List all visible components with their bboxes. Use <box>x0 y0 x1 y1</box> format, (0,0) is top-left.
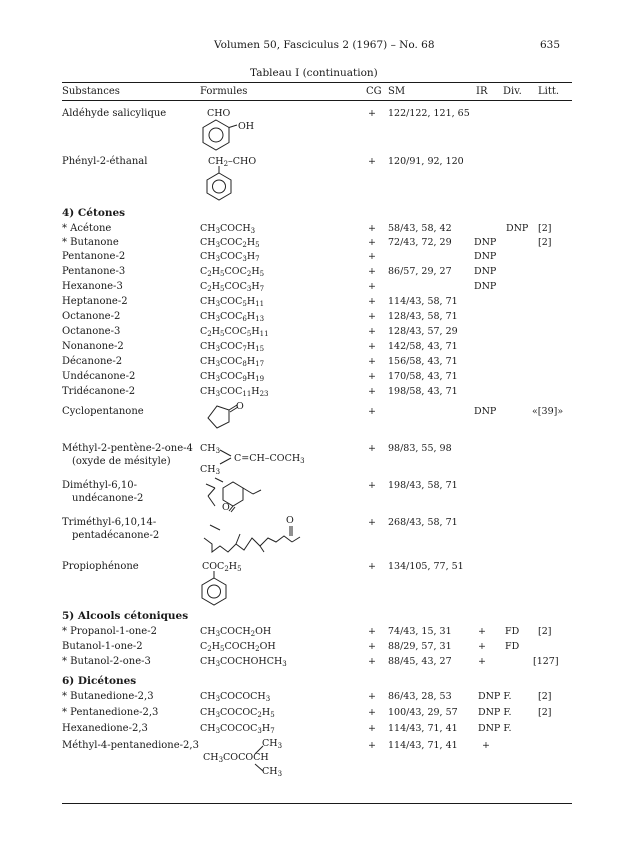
sm-value: 98/83, 55, 98 <box>388 443 452 454</box>
cg-value: + <box>368 386 376 397</box>
cg-value: + <box>368 156 376 167</box>
substance-name: Aldéhyde salicylique <box>62 108 167 119</box>
cg-value: + <box>368 223 376 234</box>
litt-value: [2] <box>538 223 552 234</box>
journal-header: Volumen 50, Fasciculus 2 (1967) – No. 68 <box>214 39 435 51</box>
substance-name: Hexanedione-2,3 <box>62 723 148 734</box>
litt-value: [2] <box>538 691 552 702</box>
ir-value: DNP <box>474 281 497 292</box>
col-ir: IR <box>476 86 488 97</box>
substance-name: * Acétone <box>62 223 112 234</box>
sm-value: 122/122, 121, 65 <box>388 108 470 119</box>
ir-value: + <box>478 656 486 667</box>
sm-value: 268/43, 58, 71 <box>388 517 458 528</box>
substance-name: * Pentanedione-2,3 <box>62 707 159 718</box>
cg-value: + <box>368 740 376 751</box>
branch-bonds-icon <box>252 744 266 774</box>
formula-label: $CH_3$ <box>200 464 221 476</box>
header-bottom-rule <box>62 100 572 101</box>
cg-value: + <box>368 296 376 307</box>
sm-value: 128/43, 57, 29 <box>388 326 458 337</box>
litt-value: [2] <box>538 626 552 637</box>
dimethylundecanone-icon <box>203 476 265 516</box>
substance-name: Méthyl-4-pentanedione-2,3 <box>62 740 199 751</box>
ir-value: + <box>478 641 486 652</box>
formula-label: $CH_3COC_2H_5$ <box>200 237 260 249</box>
substance-name: Méthyl-2-pentène-2-one-4 <box>62 443 193 454</box>
formula-label: $CH_3COC_9H_{19}$ <box>200 371 265 383</box>
formula-label: $CH_3COC_6H_{13}$ <box>200 311 265 323</box>
cg-value: + <box>368 723 376 734</box>
cg-value: + <box>368 707 376 718</box>
cg-value: + <box>368 561 376 572</box>
litt-value: [2] <box>538 707 552 718</box>
sm-value: 156/58, 43, 71 <box>388 356 458 367</box>
substance-name: Triméthyl-6,10,14- <box>62 517 157 528</box>
div-value: FD <box>505 626 520 637</box>
sm-value: 74/43, 15, 31 <box>388 626 452 637</box>
mesityl-bonds-icon <box>218 448 234 466</box>
sm-value: 134/105, 77, 51 <box>388 561 464 572</box>
formula-label: $CH_3COC_7H_{15}$ <box>200 341 265 353</box>
section-heading: 6) Dicétones <box>62 675 137 687</box>
cg-value: + <box>368 517 376 528</box>
substance-name: Phényl-2-éthanal <box>62 156 148 167</box>
cg-value: + <box>368 480 376 491</box>
trimethylpentadecanone-icon <box>200 524 310 556</box>
section-heading: 5) Alcools cétoniques <box>62 610 189 622</box>
cg-value: + <box>368 311 376 322</box>
substance-name: Octanone-2 <box>62 311 121 322</box>
ir-value: DNP <box>474 251 497 262</box>
substance-name: * Propanol-1-one-2 <box>62 626 157 637</box>
col-cg: CG <box>366 86 382 97</box>
formula-label: $CH_3COCOCH_3$ <box>200 691 271 703</box>
div-value: FD <box>505 641 520 652</box>
formula-label: $CH_3COCH_2OH$ <box>200 626 272 638</box>
ir-value: DNP F. <box>478 723 512 734</box>
table-bottom-rule <box>62 803 572 804</box>
substance-name: Propiophénone <box>62 561 139 572</box>
sm-value: 120/91, 92, 120 <box>388 156 464 167</box>
sm-value: 86/43, 28, 53 <box>388 691 452 702</box>
substance-name-cont: undécanone-2 <box>72 493 144 504</box>
cg-value: + <box>368 356 376 367</box>
substance-name: Butanol-1-one-2 <box>62 641 143 652</box>
substance-name: * Butanol-2-one-3 <box>62 656 151 667</box>
col-substances: Substances <box>62 86 120 97</box>
col-formules: Formules <box>200 86 248 97</box>
formula-label: $CH_3$ <box>200 443 221 455</box>
col-div: Div. <box>503 86 522 97</box>
cg-value: + <box>368 251 376 262</box>
sm-value: 88/29, 57, 31 <box>388 641 452 652</box>
substance-name: Pentanone-3 <box>62 266 126 277</box>
cg-value: + <box>368 341 376 352</box>
formula-label: $CH_3$ <box>262 738 283 750</box>
substance-name: Heptanone-2 <box>62 296 128 307</box>
div-value: DNP <box>506 223 529 234</box>
sm-value: 128/43, 58, 71 <box>388 311 458 322</box>
col-sm: SM <box>388 86 406 97</box>
formula-label: OH <box>238 121 255 132</box>
formula-label: $CH_3$ <box>262 766 283 778</box>
sm-value: 142/58, 43, 71 <box>388 341 458 352</box>
formula-label: $CH_3COCOC_3H_7$ <box>200 723 275 735</box>
substance-name: Hexanone-3 <box>62 281 123 292</box>
substance-name: * Butanedione-2,3 <box>62 691 154 702</box>
formula-label: $C_2H_5COC_2H_5$ <box>200 266 265 278</box>
ir-value: + <box>482 740 490 751</box>
cg-value: + <box>368 266 376 277</box>
cg-value: + <box>368 406 376 417</box>
benzene-ring-icon <box>202 119 232 153</box>
ir-value: DNP <box>474 266 497 277</box>
substance-name: Octanone-3 <box>62 326 121 337</box>
litt-value: «[39]» <box>532 406 564 417</box>
cg-value: + <box>368 237 376 248</box>
formula-label: $C_2H_5COC_3H_7$ <box>200 281 265 293</box>
ir-value: DNP <box>474 406 497 417</box>
formula-label: CHO <box>207 108 231 119</box>
section-heading: 4) Cétones <box>62 207 126 219</box>
substance-name: Diméthyl-6,10- <box>62 480 137 491</box>
substance-name: Undécanone-2 <box>62 371 136 382</box>
sm-value: 198/43, 58, 71 <box>388 480 458 491</box>
cg-value: + <box>368 656 376 667</box>
benzene-ring-icon <box>200 574 230 608</box>
formula-label: $CH_2$–CHO <box>208 156 257 168</box>
cg-value: + <box>368 108 376 119</box>
sm-value: 114/43, 71, 41 <box>388 740 458 751</box>
formula-label: $CH_3COC_{11}H_{23}$ <box>200 386 269 398</box>
substance-name: * Butanone <box>62 237 119 248</box>
formula-label: $C=CH-COCH_3$ <box>234 453 305 465</box>
substance-name-cont: (oxyde de mésityle) <box>72 456 171 467</box>
formula-label: $CH_3COC_8H_{17}$ <box>200 356 265 368</box>
sm-value: 198/58, 43, 71 <box>388 386 458 397</box>
formula-label: $CH_3COC_5H_{11}$ <box>200 296 265 308</box>
ir-value: + <box>478 626 486 637</box>
formula-label: $CH_3COCHOHCH_3$ <box>200 656 287 668</box>
formula-label: $C_2H_5COC_5H_{11}$ <box>200 326 269 338</box>
sm-value: 88/45, 43, 27 <box>388 656 452 667</box>
sm-value: 72/43, 72, 29 <box>388 237 452 248</box>
substance-name: Cyclopentanone <box>62 406 144 417</box>
cg-value: + <box>368 371 376 382</box>
substance-name: Décanone-2 <box>62 356 123 367</box>
formula-label: $CH_3COCH_3$ <box>200 223 256 235</box>
cg-value: + <box>368 691 376 702</box>
table-top-rule <box>62 82 572 83</box>
ir-value: DNP <box>474 237 497 248</box>
cg-value: + <box>368 626 376 637</box>
sm-value: 114/43, 58, 71 <box>388 296 458 307</box>
formula-label: $CH_3COC_3H_7$ <box>200 251 260 263</box>
benzene-ring-icon <box>204 169 234 203</box>
sm-value: 114/43, 71, 41 <box>388 723 458 734</box>
sm-value: 86/57, 29, 27 <box>388 266 452 277</box>
formula-label: $C_2H_5COCH_2OH$ <box>200 641 276 653</box>
formula-label: O <box>222 502 230 513</box>
col-litt: Litt. <box>538 86 560 97</box>
ir-value: DNP F. <box>478 691 512 702</box>
substance-name: Pentanone-2 <box>62 251 126 262</box>
page-number: 635 <box>540 39 561 51</box>
substance-name: Nonanone-2 <box>62 341 124 352</box>
litt-value: [2] <box>538 237 552 248</box>
cg-value: + <box>368 641 376 652</box>
table-caption: Tableau I (continuation) <box>250 67 378 79</box>
sm-value: 100/43, 29, 57 <box>388 707 458 718</box>
litt-value: [127] <box>533 656 559 667</box>
formula-label: $CH_3COCOCH$ <box>203 752 269 764</box>
cg-value: + <box>368 281 376 292</box>
cg-value: + <box>368 443 376 454</box>
sm-value: 170/58, 43, 71 <box>388 371 458 382</box>
substance-name-cont: pentadécanone-2 <box>72 530 160 541</box>
formula-label: O <box>286 515 294 526</box>
formula-label: $COC_2H_5$ <box>202 561 242 573</box>
formula-label: O <box>236 401 244 412</box>
cg-value: + <box>368 326 376 337</box>
substance-name: Tridécanone-2 <box>62 386 136 397</box>
formula-label: $CH_3COCOC_2H_5$ <box>200 707 275 719</box>
sm-value: 58/43, 58, 42 <box>388 223 452 234</box>
ir-value: DNP F. <box>478 707 512 718</box>
